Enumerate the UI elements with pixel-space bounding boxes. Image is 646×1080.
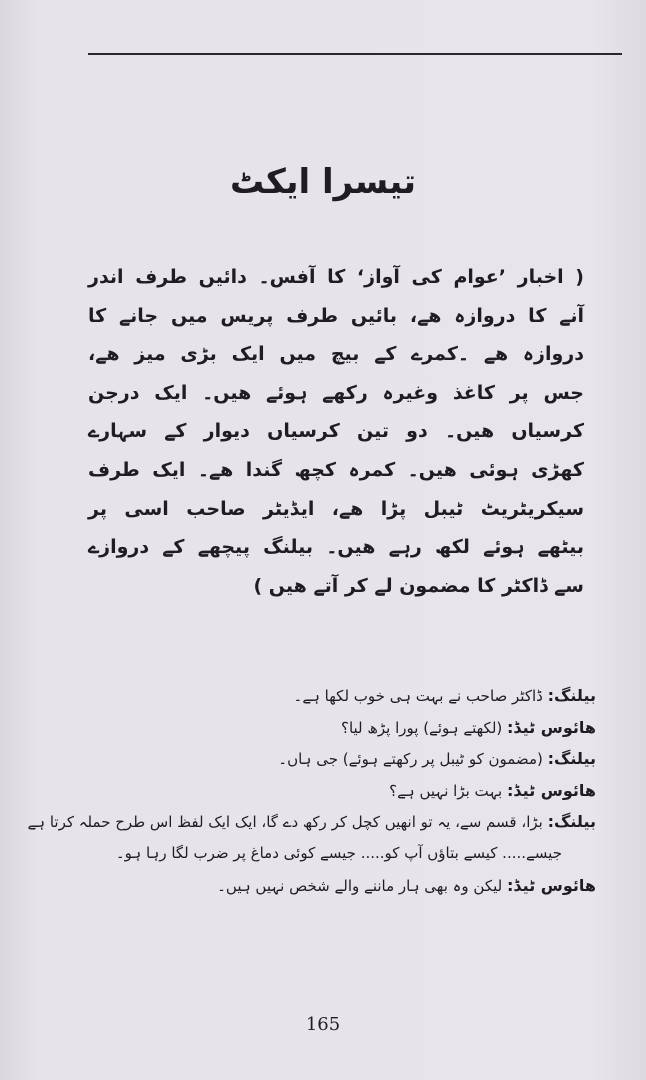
- dialogue-line: [24, 680, 596, 712]
- speech-text: لیکن وہ بھی ہار ماننے والے شخص نہیں ہیں۔: [217, 876, 503, 895]
- speech-text: بڑا، قسم سے، یہ تو انھیں کچل کر رکھ دے گا، ایک ایک لفظ اس طرح حملہ کرتا ہے: [27, 813, 543, 832]
- speaker-name: بیلنگ:: [547, 686, 596, 705]
- dialogue-line: [24, 870, 596, 902]
- stage-direction-line: ( اخبار ’عوام کی آواز‘ کا آفس۔ دائیں طرف اندر: [88, 266, 584, 288]
- dialogue-continuation-line: [24, 838, 596, 870]
- speaker-name: ھائوس ٹیڈ:: [507, 780, 596, 800]
- stage-direction-line: کھڑی ہوئی ھیں۔ کمرہ کچھ گندا ھے۔ ایک طرف: [88, 458, 584, 481]
- speech-text: بہت بڑا نہیں ہے؟: [389, 781, 503, 800]
- speech-text: (مضمون کو ٹیبل پر رکھتے ہوئے) جی ہاں۔: [278, 750, 543, 769]
- header-rule: [88, 53, 622, 55]
- stage-direction-line: جس پر کاغذ وغیرہ رکھے ہوئے ھیں۔ ایک درجن: [88, 381, 584, 404]
- dialogue-line: [24, 806, 596, 838]
- speaker-name: ھائوس ٹیڈ:: [507, 717, 596, 737]
- dialogue-line: [24, 775, 596, 807]
- stage-direction-line: دروازہ ھے ۔کمرے کے بیچ میں ایک بڑی میز ھے،: [88, 343, 584, 366]
- stage-direction-line: بیٹھے ہوئے لکھ رہے ھیں۔ بیلنگ پیچھے کے دروازے: [88, 536, 584, 559]
- act-title: تیسرا ایکٹ: [229, 162, 417, 202]
- dialogue: [24, 680, 596, 901]
- stage-direction: [88, 258, 584, 605]
- page-number: 165: [305, 1014, 341, 1035]
- stage-direction-line: سے ڈاکٹر کا مضمون لے کر آتے ھیں ): [253, 574, 584, 597]
- speech-text: جیسے..... کیسے بتاؤں آپ کو..... جیسے کوئی دماغ پر ضرب لگا رہا ہو۔: [115, 843, 562, 862]
- stage-direction-line: سیکریٹریٹ ٹیبل پڑا ھے، ایڈیٹر صاحب اسی پر: [88, 497, 584, 520]
- dialogue-line: [24, 712, 596, 744]
- dialogue-line: [24, 743, 596, 775]
- speech-text: ڈاکٹر صاحب نے بہت ہی خوب لکھا ہے۔: [293, 687, 543, 705]
- speaker-name: بیلنگ:: [547, 812, 596, 832]
- stage-direction-line: کرسیاں ھیں۔ دو تین کرسیاں دیوار کے سہارے: [88, 420, 584, 443]
- speech-text: (لکھتے ہوئے) پورا پڑھ لیا؟: [341, 718, 503, 737]
- stage-direction-line: آنے کا دروازہ ھے، بائیں طرف پریس میں جانے کا: [88, 304, 584, 327]
- speaker-name: بیلنگ:: [547, 749, 596, 769]
- speaker-name: ھائوس ٹیڈ:: [507, 875, 596, 895]
